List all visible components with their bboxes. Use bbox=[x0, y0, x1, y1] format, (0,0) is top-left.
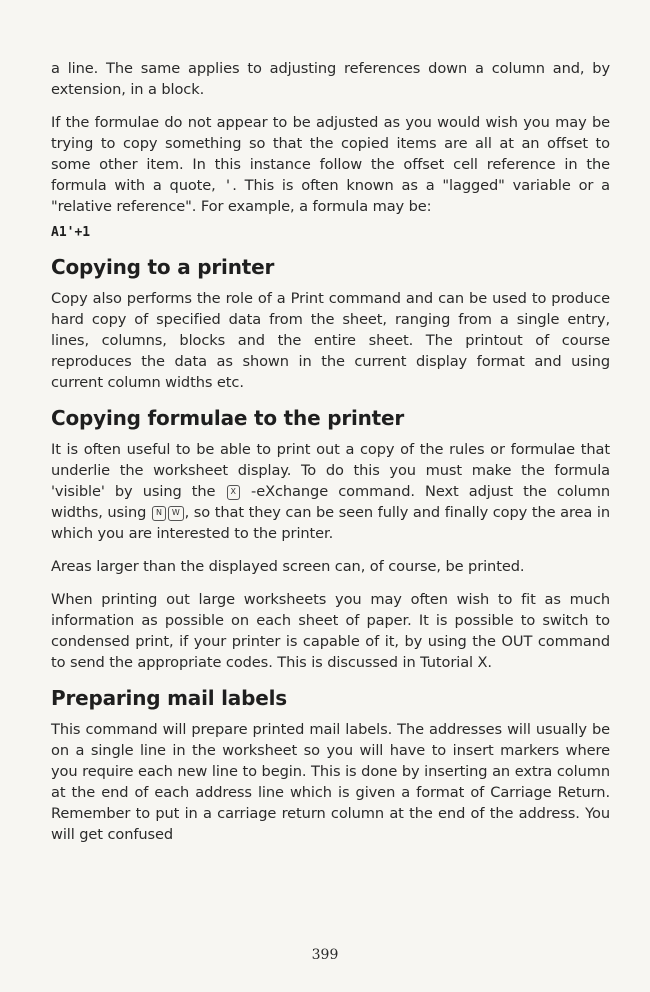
formulae-text-1: It is often useful to be able to print out a copy of the rules or formulae that underlie the worksheet display. To do this you must make the formula 'visible' by using the bbox=[51, 441, 610, 500]
offset-text-end: . This is often known as a "lagged" variable or a "relative reference". For example, a formula may be: bbox=[51, 177, 610, 215]
page-body bbox=[51, 58, 610, 857]
w-key-icon: W bbox=[168, 506, 184, 521]
formulae-text-3: , so that they can be seen fully and finally copy the area in which you are interested to the printer. bbox=[51, 504, 610, 542]
heading-copying-to-printer: Copying to a printer bbox=[51, 255, 275, 279]
heading-mail-labels: Preparing mail labels bbox=[51, 686, 287, 710]
formulae-text-2: -eXchange command. Next adjust the column widths, using bbox=[51, 483, 610, 521]
offset-text-start: If the formulae do not appear to be adjusted as you would wish you may be trying to copy something so that the copied items are all at an offset to some other item. In this instance follow the offset cell reference in the formula with a quote, bbox=[51, 114, 610, 194]
formula-example: A1'+1 bbox=[51, 225, 91, 240]
paragraph-condensed-print: When printing out large worksheets you may often wish to fit as much information as possible on each sheet of paper. It is possible to switch to condensed print, if your printer is capable of it, by using the OUT command to send the appropriate codes. This is discussed in Tutorial X. bbox=[51, 591, 610, 671]
paragraph-copy-print: Copy also performs the role of a Print command and can be used to produce hard copy of specified data from the sheet, ranging from a single entry, lines, columns, blocks and the entire sheet. The printout of course reproduces the data as shown in the current display format and using current column widths etc. bbox=[51, 290, 610, 391]
page-number: 399 bbox=[311, 947, 339, 963]
n-key-icon: N bbox=[152, 506, 166, 521]
x-key-icon: X bbox=[227, 485, 240, 500]
paragraph-mail-labels: This command will prepare printed mail labels. The addresses will usually be on a single line in the worksheet so you will have to insert markers where you require each new line to begin. This is done by inserting an extra column at the end of each address line which is given a format of Carriage Return. Remember to put in a carriage return column at the end of the address. You will get confused bbox=[51, 721, 610, 843]
paragraph-larger-areas: Areas larger than the displayed screen can, of course, be printed. bbox=[51, 558, 525, 575]
paragraph-continuation: a line. The same applies to adjusting references down a column and, by extension, in a block. bbox=[51, 60, 610, 98]
heading-copying-formulae: Copying formulae to the printer bbox=[51, 406, 405, 430]
paragraph-offset-reference bbox=[51, 112, 610, 217]
paragraph-formulae-printer bbox=[51, 439, 610, 544]
quote-char: ' bbox=[223, 177, 233, 194]
